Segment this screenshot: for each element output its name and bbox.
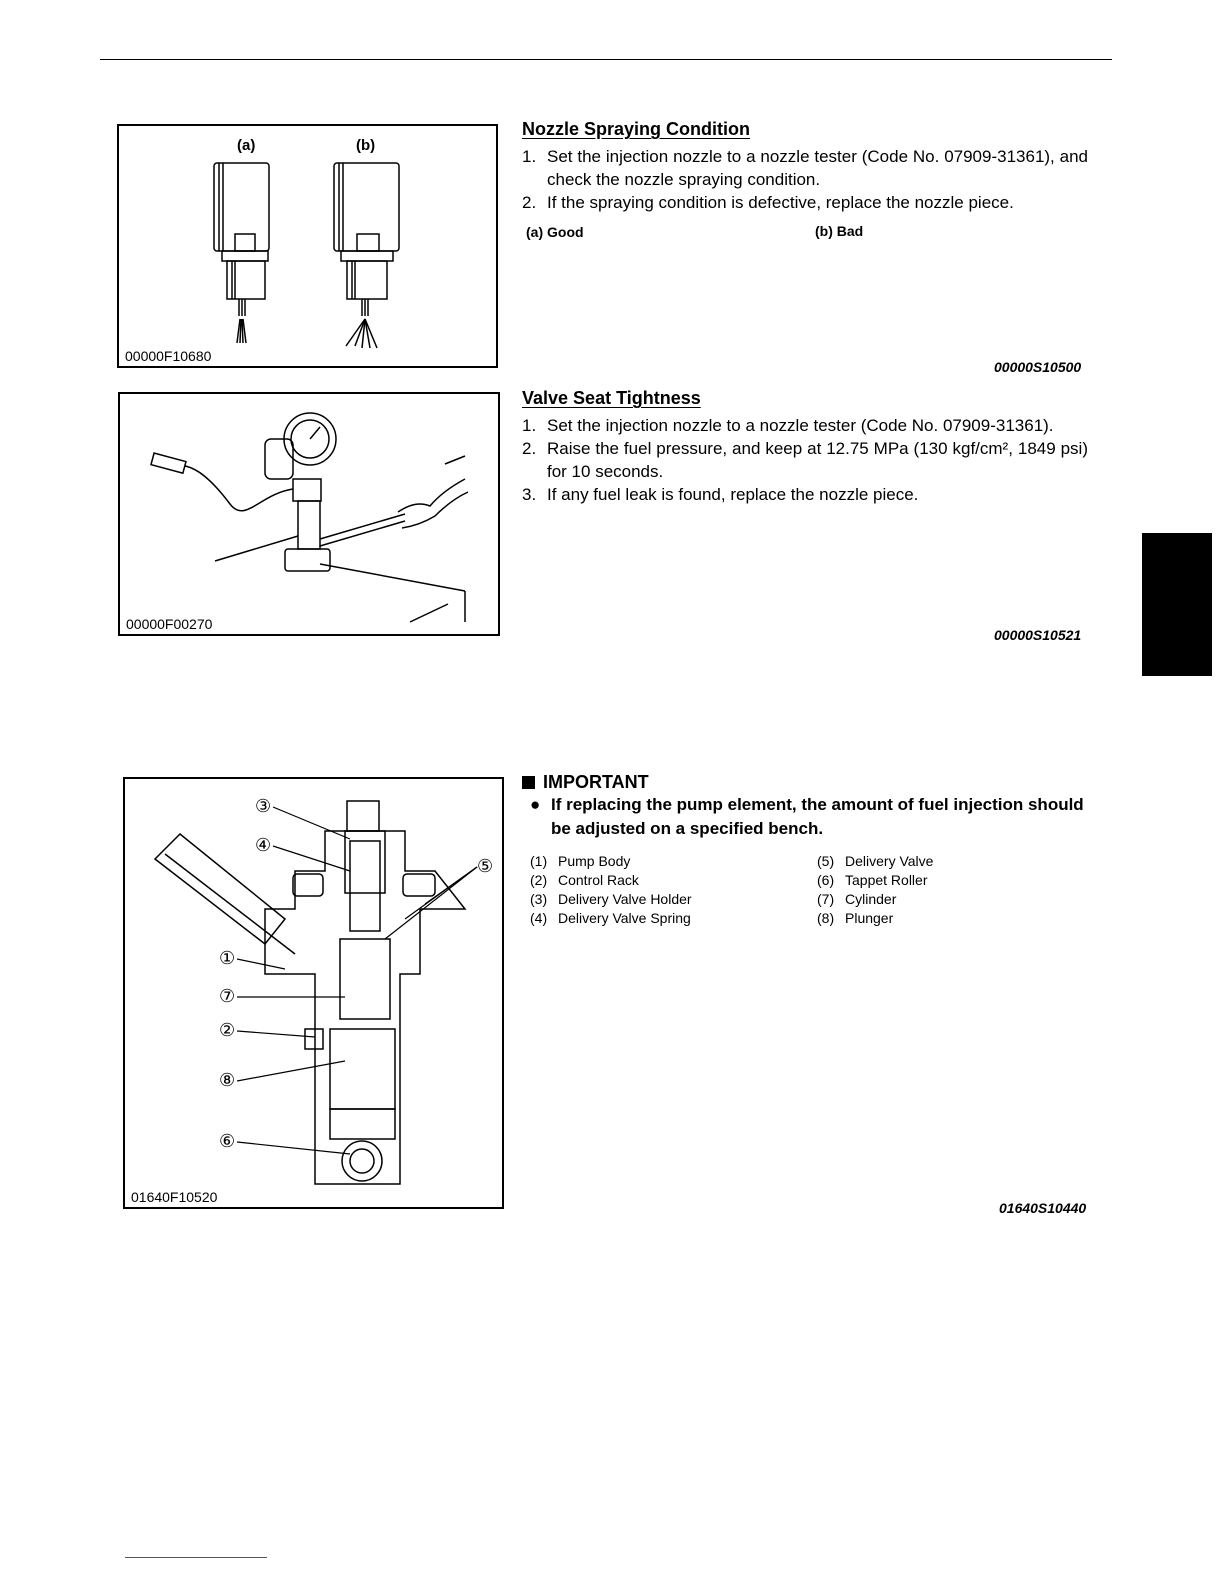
pump-element-drawing	[125, 779, 502, 1207]
callout-2: ②	[219, 1020, 236, 1040]
legend-item: (5) Delivery Valve	[817, 853, 934, 869]
figure-label-b: (b)	[356, 137, 376, 154]
callout-7: ⑦	[219, 986, 236, 1006]
figure-code: 01640F10520	[131, 1189, 218, 1205]
nozzle-tester-icon	[151, 413, 468, 622]
step-item: 2. If the spraying condition is defective, replace the nozzle piece.	[522, 193, 1014, 212]
section-code: 00000S10500	[994, 359, 1082, 375]
steps-list	[522, 145, 1088, 214]
callout-8: ⑧	[219, 1070, 236, 1090]
figure-code: 00000F10680	[125, 348, 212, 364]
nozzle-tester-drawing	[120, 394, 498, 634]
section-code: 00000S10521	[994, 627, 1082, 643]
steps-list	[522, 414, 1088, 506]
step-item: 2. Raise the fuel pressure, and keep at 12.75 MPa (130 kgf/cm², 1849 psi) for 10 seconds.	[522, 439, 1088, 481]
step-item: 1. Set the injection nozzle to a nozzle tester (Code No. 07909-31361), and check the nozzle spraying condition.	[522, 147, 1088, 189]
important-heading	[522, 772, 649, 793]
caption-a: (a) Good	[526, 224, 584, 240]
legend-item: (6) Tappet Roller	[817, 872, 928, 888]
nozzle-spray-drawing	[119, 126, 496, 366]
bullet-dot-icon: ●	[530, 795, 541, 814]
callout-6: ⑥	[219, 1131, 236, 1151]
legend-item: (1) Pump Body	[530, 853, 631, 869]
figure-pump-element	[123, 777, 504, 1209]
callout-1: ①	[219, 948, 236, 968]
callout-3: ③	[255, 796, 272, 816]
nozzle-a-icon	[214, 163, 269, 343]
section-thumb-tab	[1142, 533, 1212, 676]
callout-5: ⑤	[477, 856, 494, 876]
step-item: 3. If any fuel leak is found, replace the nozzle piece.	[522, 485, 919, 504]
callout-4: ④	[255, 835, 272, 855]
header-rule	[100, 59, 1112, 60]
figure-nozzle-tester	[118, 392, 500, 636]
legend-item: (3) Delivery Valve Holder	[530, 891, 692, 907]
caption-b: (b) Bad	[815, 223, 864, 239]
step-item: 1. Set the injection nozzle to a nozzle tester (Code No. 07909-31361).	[522, 416, 1054, 435]
parts-legend	[530, 852, 1090, 932]
section-title: Valve Seat Tightness	[522, 388, 701, 408]
footer-rule	[125, 1557, 267, 1558]
important-text: If replacing the pump element, the amount of fuel injection should be adjusted on a specified bench.	[551, 795, 1084, 838]
legend-item: (4) Delivery Valve Spring	[530, 910, 691, 926]
figure-label-a: (a)	[237, 137, 256, 154]
important-square-icon	[522, 776, 535, 789]
important-bullet	[530, 793, 1095, 841]
legend-item: (2) Control Rack	[530, 872, 639, 888]
figure-code: 00000F00270	[126, 616, 213, 632]
figure-nozzle-spray	[117, 124, 498, 368]
leader-lines	[237, 807, 477, 1154]
section-title: Nozzle Spraying Condition	[522, 119, 750, 139]
important-label: IMPORTANT	[543, 772, 649, 792]
nozzle-b-icon	[334, 163, 399, 348]
legend-item: (8) Plunger	[817, 910, 894, 926]
section-code: 01640S10440	[999, 1200, 1087, 1216]
legend-item: (7) Cylinder	[817, 891, 897, 907]
